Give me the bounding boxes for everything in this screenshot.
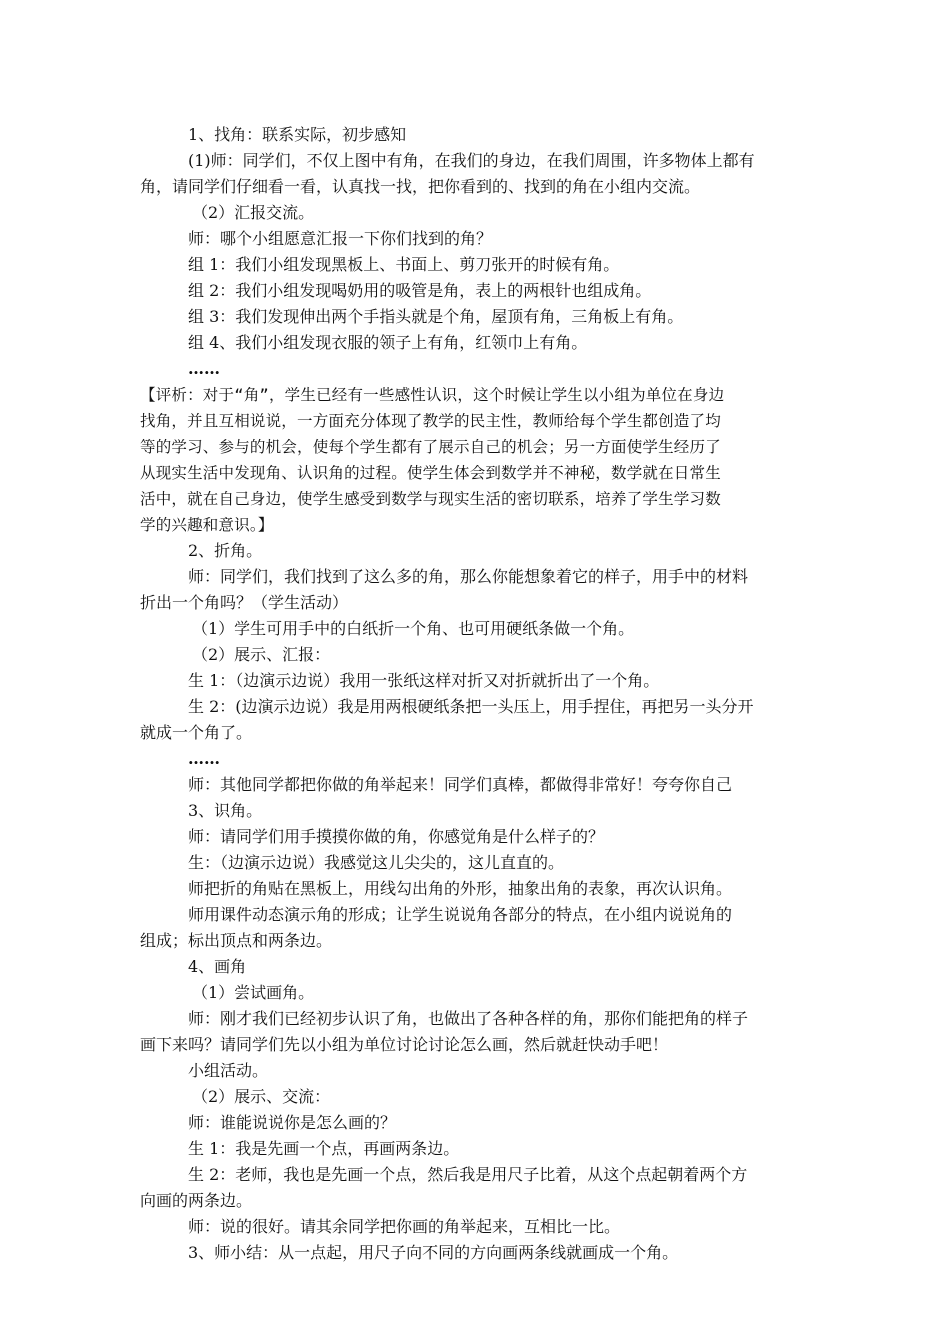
paragraph-line: 生 1：（边演示边说）我用一张纸这样对折又对折就折出了一个角。 (188, 671, 660, 690)
paragraph-line: 组 4、我们小组发现衣服的领子上有角，红领巾上有角。 (188, 333, 588, 352)
paragraph-line: 小组活动。 (188, 1061, 269, 1080)
paragraph-line: 师：同学们，我们找到了这么多的角，那么你能想象着它的样子，用手中的材料 (188, 567, 749, 586)
paragraph-line: 向画的两条边。 (140, 1191, 253, 1210)
paragraph-line: 角，请同学们仔细看一看，认真找一找，把你看到的、找到的角在小组内交流。 (140, 177, 701, 196)
evaluation-line: 学的兴趣和意识。】 (140, 516, 274, 534)
section-heading: 4、画角 (188, 957, 247, 976)
paragraph-line: 师：其他同学都把你做的角举起来！同学们真棒，都做得非常好！夸夸你自己 (188, 775, 733, 794)
paragraph-line: （2）汇报交流。 (192, 203, 315, 222)
document-body (140, 122, 840, 1266)
section-heading: 1、找角：联系实际，初步感知 (188, 125, 407, 144)
paragraph-line: 师：请同学们用手摸摸你做的角，你感觉角是什么样子的？ (188, 827, 605, 846)
paragraph-line: （1）尝试画角。 (192, 983, 315, 1002)
paragraph-line: 组 1：我们小组发现黑板上、书面上、剪刀张开的时候有角。 (188, 255, 620, 274)
paragraph-line: （2）展示、汇报： (192, 645, 331, 664)
paragraph-line: 就成一个角了。 (140, 723, 253, 742)
evaluation-line: 活中，就在自己身边，使学生感受到数学与现实生活的密切联系，培养了学生学习数 (140, 490, 721, 508)
paragraph-line: 组 2：我们小组发现喝奶用的吸管是角，表上的两根针也组成角。 (188, 281, 652, 300)
paragraph-line: 师：说的很好。请其余同学把你画的角举起来，互相比一比。 (188, 1217, 621, 1236)
paragraph-line: 师：谁能说说你是怎么画的？ (188, 1113, 397, 1132)
paragraph-line: 折出一个角吗？（学生活动） (140, 593, 349, 612)
section-heading: 3、识角。 (188, 801, 263, 820)
paragraph-line: 生 1：我是先画一个点，再画两条边。 (188, 1139, 460, 1158)
paragraph-line: 师：哪个小组愿意汇报一下你们找到的角？ (188, 229, 493, 248)
evaluation-line: 【评析：对于“角”，学生已经有一些感性认识，这个时候让学生以小组为单位在身边 (140, 386, 725, 404)
paragraph-line: 组 3：我们发现伸出两个手指头就是个角，屋顶有角，三角板上有角。 (188, 307, 684, 326)
ellipsis: …… (188, 359, 220, 378)
summary-line: 3、师小结：从一点起，用尺子向不同的方向画两条线就画成一个角。 (188, 1243, 679, 1262)
ellipsis: …… (188, 749, 220, 768)
paragraph-line: 师：刚才我们已经初步认识了角，也做出了各种各样的角，那你们能把角的样子 (188, 1009, 749, 1028)
paragraph-line: 师把折的角贴在黑板上，用线勾出角的外形，抽象出角的表象，再次认识角。 (188, 879, 733, 898)
paragraph-line: 画下来吗？请同学们先以小组为单位讨论讨论怎么画，然后就赶快动手吧！ (140, 1035, 669, 1054)
evaluation-line: 等的学习、参与的机会，使每个学生都有了展示自己的机会；另一方面使学生经历了 (140, 438, 721, 456)
evaluation-line: 找角，并且互相说说，一方面充分体现了教学的民主性，教师给每个学生都创造了均 (140, 412, 721, 430)
evaluation-line: 从现实生活中发现角、认识角的过程。使学生体会到数学并不神秘，数学就在日常生 (140, 464, 721, 482)
section-heading: 2、折角。 (188, 541, 263, 560)
paragraph-line: 组成；标出顶点和两条边。 (140, 931, 333, 950)
paragraph-line: （2）展示、交流： (192, 1087, 331, 1106)
paragraph-line: （1）学生可用手中的白纸折一个角、也可用硬纸条做一个角。 (192, 619, 635, 638)
paragraph-line: 生 2：老师，我也是先画一个点，然后我是用尺子比着，从这个点起朝着两个方 (188, 1165, 748, 1184)
paragraph-line: 生 2：(边演示边说）我是用两根硬纸条把一头压上，用手捏住，再把另一头分开 (188, 697, 754, 716)
paragraph-line: 生：（边演示边说）我感觉这儿尖尖的，这儿直直的。 (188, 853, 565, 872)
paragraph-line: (1)师：同学们，不仅上图中有角，在我们的身边，在我们周围，许多物体上都有 (188, 151, 755, 170)
paragraph-line: 师用课件动态演示角的形成；让学生说说角各部分的特点，在小组内说说角的 (188, 905, 733, 924)
